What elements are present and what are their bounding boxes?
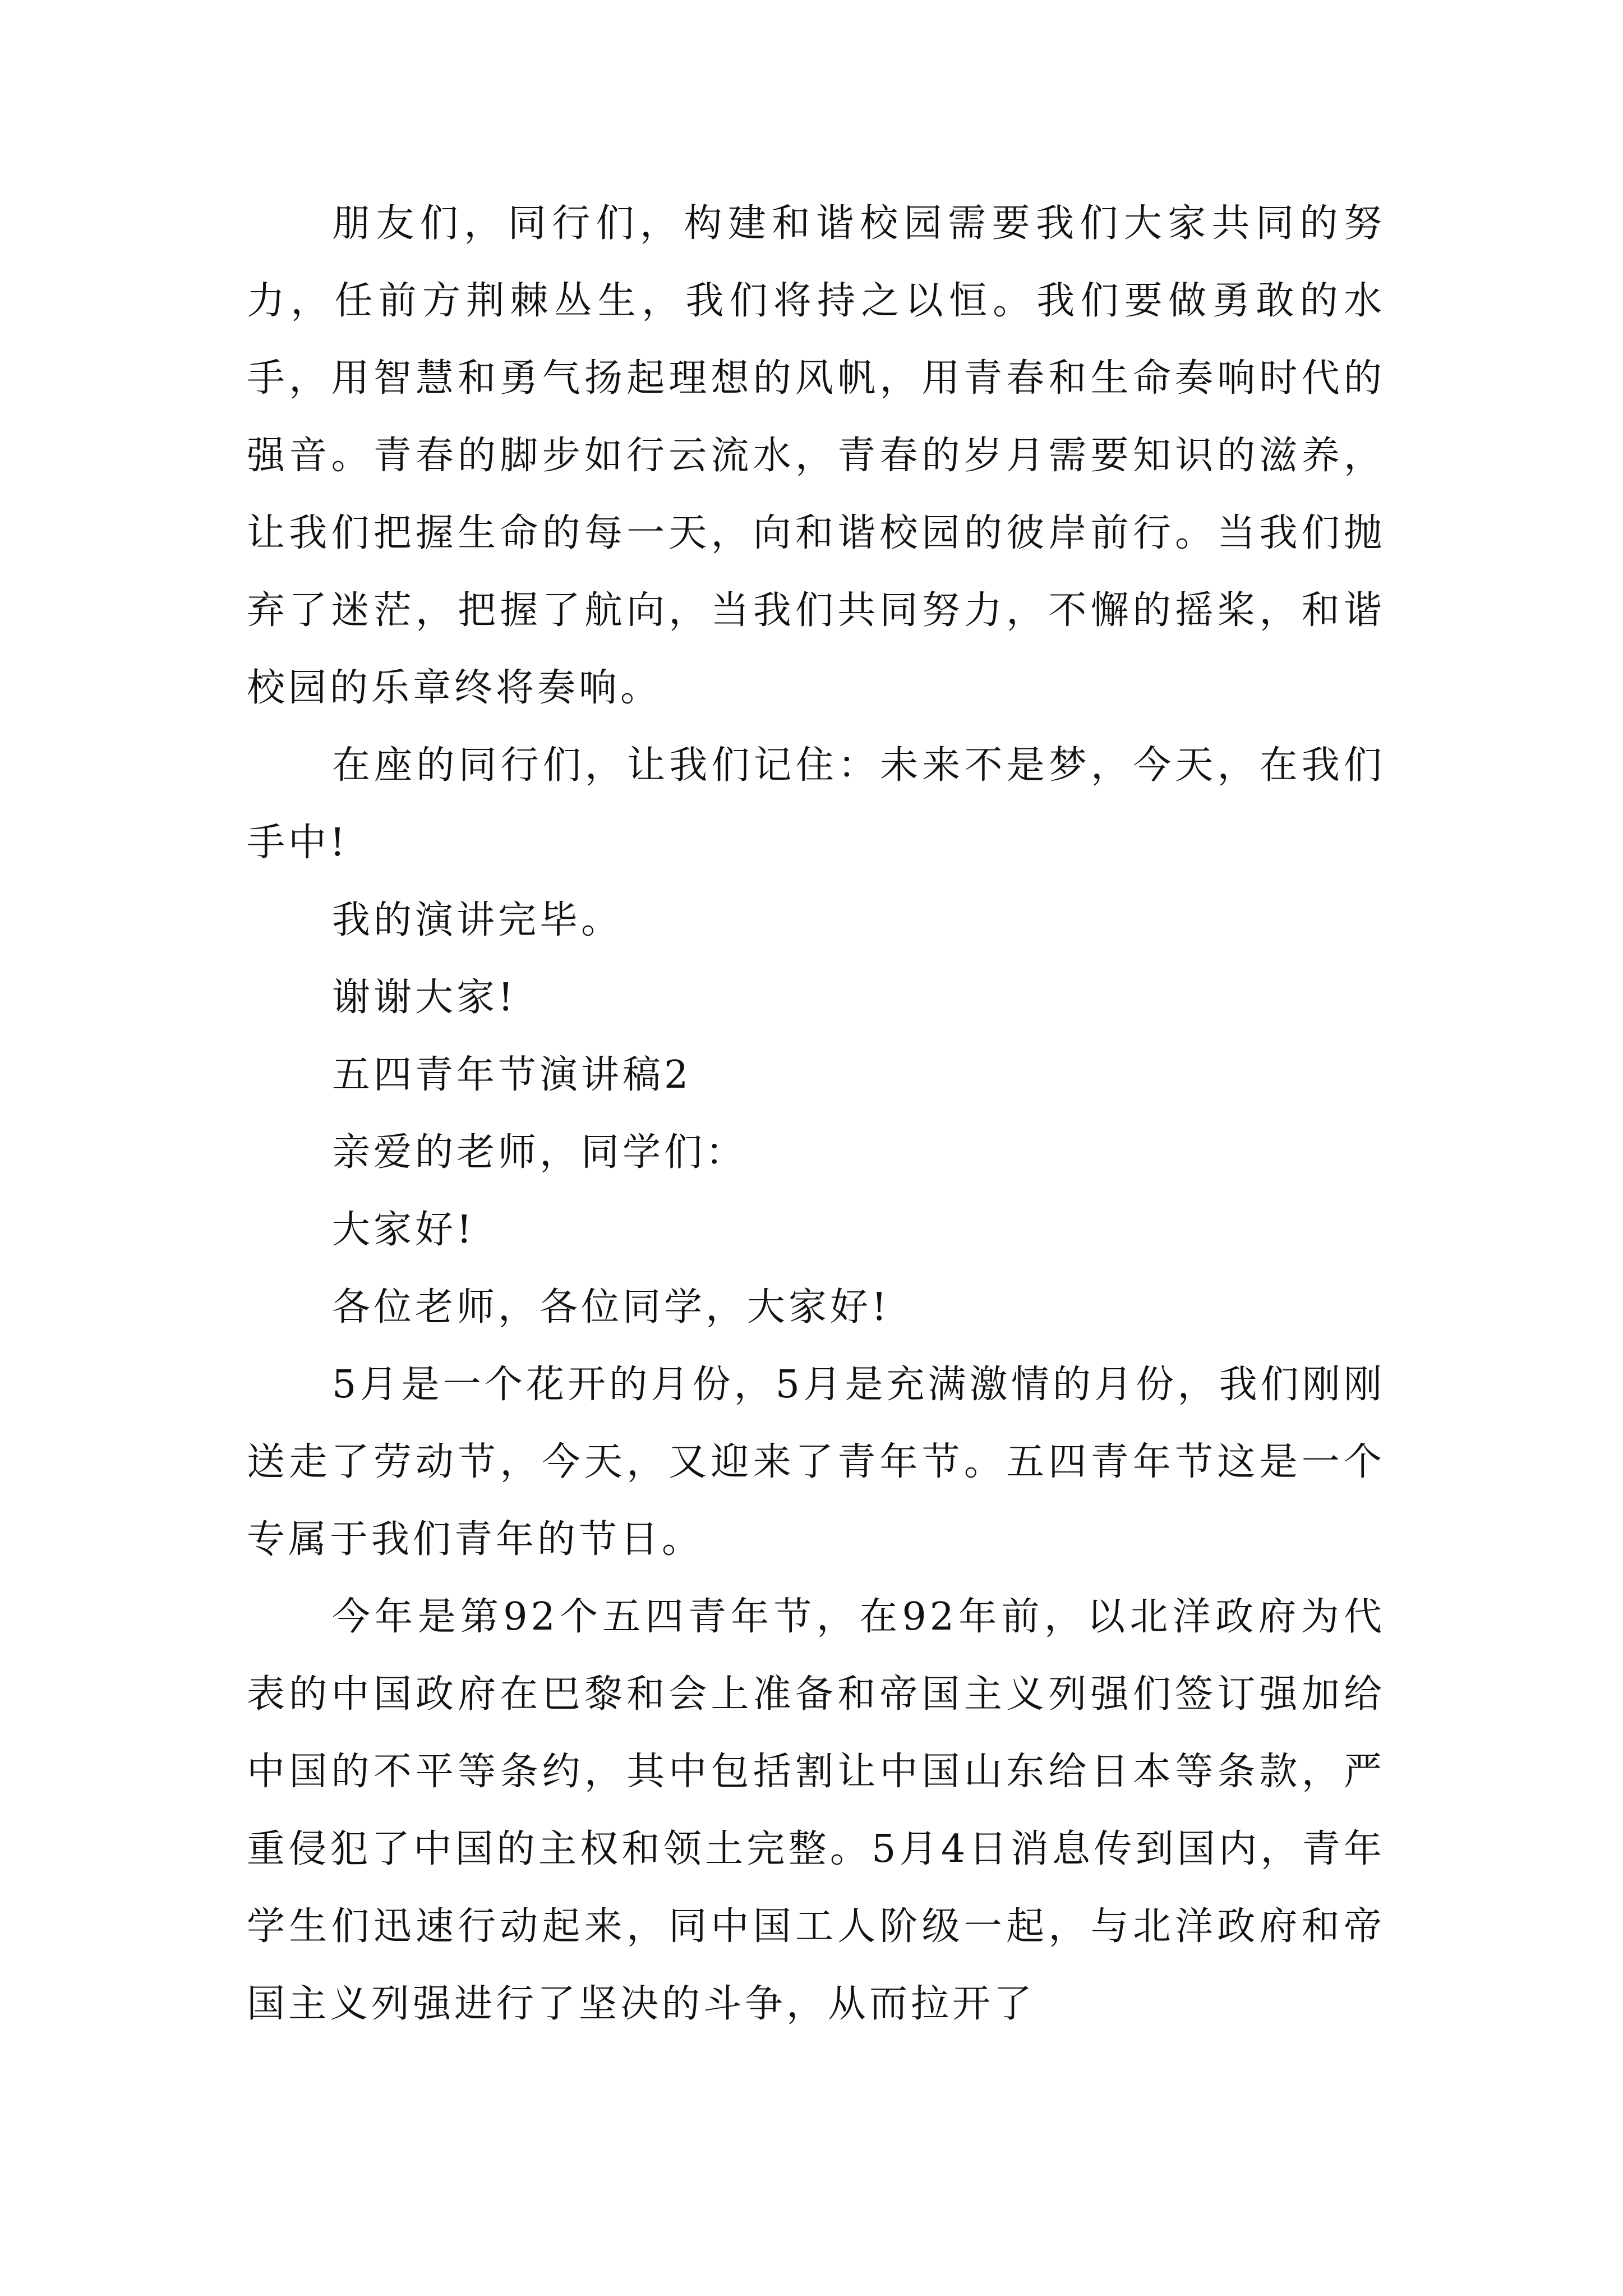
paragraph-remember: 在座的同行们，让我们记住：未来不是梦，今天，在我们手中!	[247, 743, 1385, 865]
paragraph-greeting-2: 各位老师，各位同学，大家好!	[332, 1285, 891, 1329]
paragraph-greeting: 大家好!	[332, 1208, 476, 1252]
document-body	[247, 185, 1385, 2043]
paragraph-salutation: 亲爱的老师，同学们：	[332, 1130, 748, 1175]
paragraph-may: 5月是一个花开的月份，5月是充满激情的月份，我们刚刚送走了劳动节，今天，又迎来了青年节。五四青年节这是一个专属于我们青年的节日。	[247, 1363, 1385, 1562]
paragraph-closing-remarks: 朋友们，同行们，构建和谐校园需要我们大家共同的努力，任前方荆棘丛生，我们将持之以恒。我们要做勇敢的水手，用智慧和勇气扬起理想的风帆，用青春和生命奏响时代的强音。青春的脚步如行云流水，青春的岁月需要知识的滋养，让我们把握生命的每一天，向和谐校园的彼岸前行。当我们抛弃了迷茫，把握了航向，当我们共同努力，不懈的摇桨，和谐校园的乐章终将奏响。	[247, 201, 1385, 710]
paragraph-history: 今年是第92个五四青年节，在92年前，以北洋政府为代表的中国政府在巴黎和会上准备和帝国主义列强们签订强加给中国的不平等条约，其中包括割让中国山东给日本等条款，严重侵犯了中国的主权和领土完整。5月4日消息传到国内，青年学生们迅速行动起来，同中国工人阶级一起，与北洋政府和帝国主义列强进行了坚决的斗争，从而拉开了	[247, 1595, 1385, 2026]
paragraph-thanks: 谢谢大家!	[332, 976, 517, 1020]
paragraph-speech-end: 我的演讲完毕。	[332, 898, 623, 942]
section-title: 五四青年节演讲稿2	[332, 1053, 692, 1097]
